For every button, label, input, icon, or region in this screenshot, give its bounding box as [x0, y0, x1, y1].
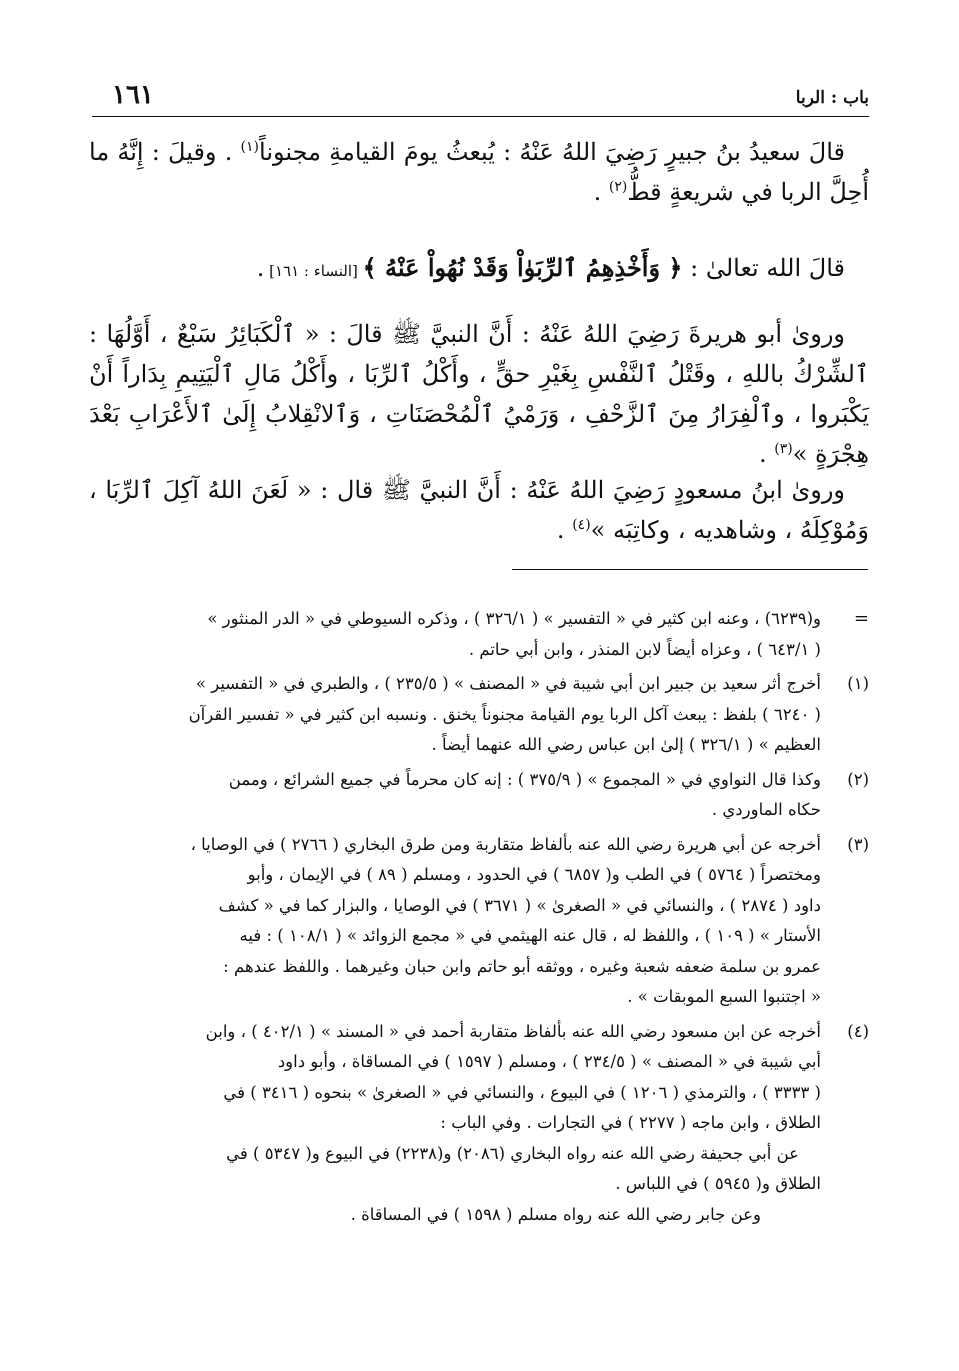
footnote-1: (١) أخرج أثر سعيد بن جبير ابن أبي شيبة في « المصنف » ( ٢٣٥/٥ ) ، والطبري في « التفسير » ( ٦٢٤٠ ) بلفظ : يبعث آكل الربا يوم القيامة مجنوناً يخنق . ونسبه ابن كثير في « تفسير القرآن العظيم » ( ٣٢٦/١ ) إلىٰ ابن عباس رضي الله عنهما أيضاً .	[89, 669, 869, 761]
footnote-number: (٢)	[847, 769, 869, 789]
footnote-divider	[512, 569, 868, 570]
running-title: باب : الربا	[795, 88, 869, 108]
continuation-mark: =	[853, 608, 869, 629]
footnote-2: (٢) وكذا قال النواوي في « المجموع » ( ٣٧٥/٩ ) : إنه كان محرماً في جميع الشرائع ، وممن حكاه الماوردي .	[89, 765, 869, 826]
footnote-3: (٣) أخرجه عن أبي هريرة رضي الله عنه بألفاظ متقاربة ومن طرق البخاري ( ٢٧٦٦ ) في الوصايا ، ومختصراً ( ٥٧٦٤ ) في الطب و( ٦٨٥٧ ) في الحدود ، ومسلم ( ٨٩ ) في الإيمان ، وأبو داود ( ٢٨٧٤ ) ، والنسائي في « الصغرىٰ » ( ٣٦٧١ ) في الوصايا ، والبزار كما في « كشف الأستار » ( ١٠٩ ) ، واللفظ له ، قال عنه الهيثمي في « مجمع الزوائد » ( ١٠٨/١ ) : فيه عمرو بن سلمة ضعفه شعبة وغيره ، ووثقه أبو حاتم وابن حبان وغيرهما . واللفظ عندهم : « اجتنبوا السبع الموبقات » .	[89, 830, 869, 1013]
footnote-ref-3[interactable]: (٣)	[774, 441, 793, 457]
paragraph-hadith-abu-hurayra: وروىٰ أبو هريرةَ رَضِيَ اللهُ عَنْهُ : أَنَّ النبيَّ ﷺ قالَ : « ٱلْكَبَائِرُ سَبْعٌ ، أَوَّلُهَا : ٱلشِّرْكُ باللهِ ، وقَتْلُ ٱلنَّفْسِ بِغَيْرِ حقٍّ ، وأَكْلُ ٱلرِّبَا ، وأَكْلُ مَالِ ٱلْيَتِيمِ بِدَاراً أَنْ يَكْبَروا ، وٱلْفِرَارُ مِنَ ٱلزَّحْفِ ، وَرَمْيُ ٱلْمُحْصَنَاتِ ، وَٱلانْقِلابُ إِلَىٰ ٱلأَعْرَابِ بَعْدَ هِجْرَةٍ »$^{(٣)}$ .	[89, 320, 870, 468]
footnote-4: (٤) أخرجه عن ابن مسعود رضي الله عنه بألفاظ متقاربة أحمد في « المسند » ( ٤٠٢/١ ) ، وابن أبي شيبة في « المصنف » ( ٢٣٤/٥ ) ، ومسلم ( ١٥٩٧ ) في المساقاة ، وأبو داود ( ٣٣٣٣ ) ، والترمذي ( ١٢٠٦ ) في البيوع ، والنسائي في « الصغرىٰ » بنحوه ( ٣٤١٦ ) في الطلاق ، وابن ماجه ( ٢٢٧٧ ) في التجارات . وفي الباب : عن أبي جحيفة رضي الله عنه رواه البخاري (٢٠٨٦) و(٢٢٣٨) في البيوع و( ٥٣٤٧ ) في الطلاق و( ٥٩٤٥ ) في اللباس . وعن جابر رضي الله عنه رواه مسلم ( ١٥٩٨ ) في المساقاة .	[89, 1017, 869, 1231]
quran-citation: [النساء : ١٦١]	[264, 262, 363, 280]
paragraph-hadith-ibn-masud: وروىٰ ابنُ مسعودٍ رَضِيَ اللهُ عَنْهُ : أَنَّ النبيَّ ﷺ قال : « لَعَنَ اللهُ آكِلَ ٱلرِّبَا ، وَمُوْكِلَهُ ، وشاهديه ، وكاتِبَه »$^{(٤)}$ .	[89, 476, 869, 544]
footnote-number: (١)	[847, 674, 869, 693]
footnotes	[89, 604, 869, 1230]
footnote-continuation: = و(٦٢٣٩) ، وعنه ابن كثير في « التفسير » ( ٣٢٦/١ ) ، وذكره السيوطي في « الدر المنثور » ( ٦٤٣/١ ) ، وعزاه أيضاً لابن المنذر ، وابن أبي حاتم .	[89, 604, 869, 665]
footnote-ref-4[interactable]: (٤)	[572, 517, 591, 533]
page-header	[92, 82, 869, 117]
footnote-ref-2[interactable]: (٢)	[608, 179, 628, 195]
footnote-ref-1[interactable]: (١)	[240, 139, 259, 155]
footnote-number: (٤)	[847, 1021, 869, 1041]
page-number: ١٦١	[112, 80, 154, 110]
paragraph-quran-verse: قالَ الله تعالىٰ : ﴿ وَأَخْذِهِمُ ٱلرِّبَوٰاْ وَقَدْ نُهُواْ عَنْهُ ﴾ [النساء : ١٦١] .	[256, 253, 845, 282]
paragraph-said-ibn-jubayr: قالَ سعيدُ بنُ جبيرٍ رَضِيَ اللهُ عَنْهُ : يُبعثُ يومَ القيامةِ مجنوناً$^{(١)}$ . وقيلَ : إِنَّهُ ما أُحِلَّ الربا في شريعةٍ قطُّ$^{(٢)}$ .	[89, 138, 869, 206]
footnote-number: (٣)	[847, 834, 869, 854]
quran-verse: ﴿ وَأَخْذِهِمُ ٱلرِّبَوٰاْ وَقَدْ نُهُواْ عَنْهُ ﴾	[362, 253, 683, 282]
